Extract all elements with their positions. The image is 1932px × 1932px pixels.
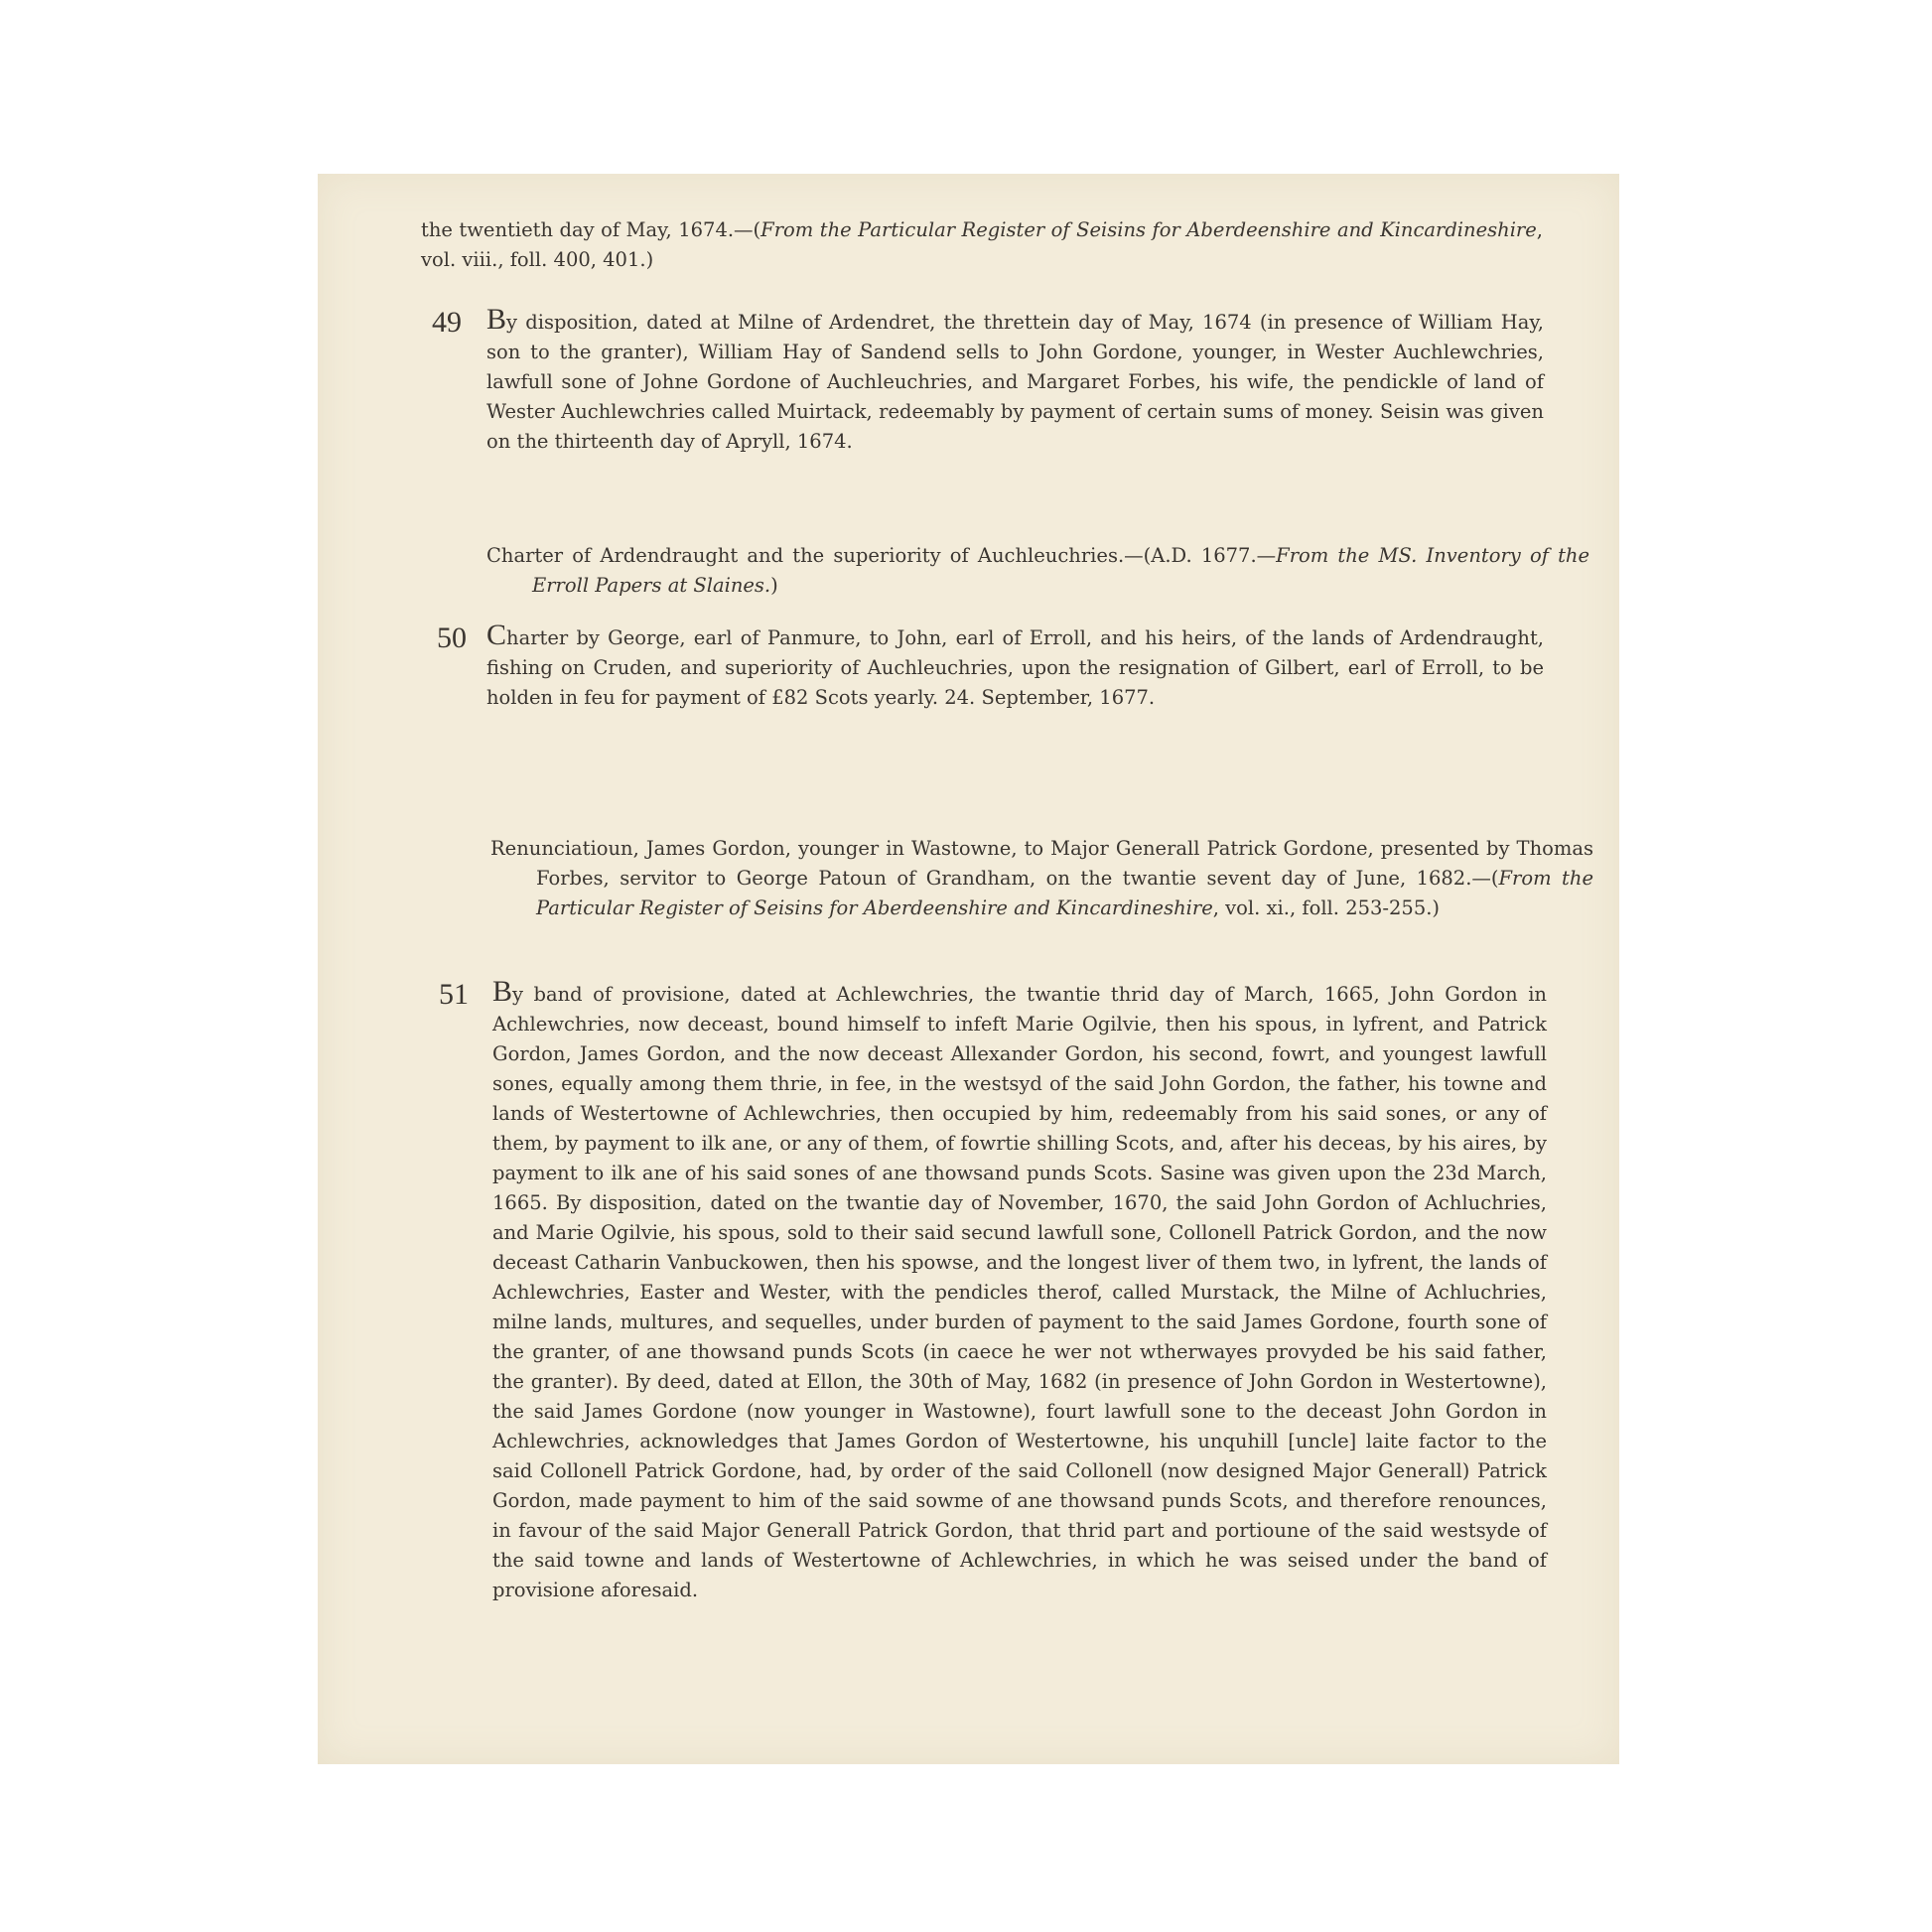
entry-50-heading <box>486 541 1589 601</box>
heading-50-close: ) <box>770 574 778 597</box>
heading-51-source-italic: From the Particular Register of Seisins for Aberdeenshire and Kincardineshire <box>536 867 1593 919</box>
heading-50-source-italic: From the MS. Inventory of the Erroll Papers at Slaines. <box>532 544 1590 597</box>
heading-51-volume: , vol. xi., foll. 253-255.) <box>1212 897 1441 919</box>
continuation-text: the twentieth day of May, 1674.—( <box>421 218 761 241</box>
entry-49-paragraph <box>486 305 1544 457</box>
entry-number-50: 50 <box>437 621 467 654</box>
continuation-source-italic: From the Particular Register of Seisins for Aberdeenshire and Kincardineshire <box>760 218 1537 241</box>
entry-50-paragraph <box>486 621 1544 713</box>
entry-51-body: y band of provisione, dated at Achlewchries, the twantie thrid day of March, 1665, John Gordon in Achlewchries, now deceast, bound himself to infeft Marie Ogilvie, then his spous, in lyfrent, and Patrick Gordon, James Gordon, and the now deceast Allexander Gordon, his second, fowrt, and youngest lawfull sones, equally among them thrie, in fee, in the westsyd of the said John Gordon, the father, his towne and lands of Westertowne of Achlewchries, then occupied by him, redeemably from his said sones, or any of them, by payment to ilk ane, or any of them, of fowrtie shilling Scots, and, after his deceas, by his aires, by payment to ilk ane of his said sones of ane thowsand punds Scots. Sasine was given upon the 23d March, 1665. By disposition, dated on the twantie day of November, 1670, the said John Gordon of Achluchries, and Marie Ogilvie, his spous, sold to their said secund lawfull sone, Collonell Patrick Gordon, and the now deceast Catharin Vanbuckowen, then his spowse, and the longest liver of them two, in lyfrent, the lands of Achlewchries, Easter and Wester, with the pendicles therof, called Murstack, the Milne of Achluchries, milne lands, multures, and sequelles, under burden of payment to the said James Gordone, fourth sone of the granter, of ane thowsand punds Scots (in caece he wer not wtherwayes provyded be his said father, the granter). By deed, dated at Ellon, the 30th of May, 1682 (in presence of John Gordon in Westertowne), the said James Gordone (now younger in Wastowne), fourt lawfull sone to the deceast John Gordon in Achlewchries, acknowledges that James Gordon of Westertowne, his unquhill [uncle] laite factor to the said Collonell Patrick Gordone, had, by order of the said Collonell (now designed Major Generall) Patrick Gordon, made payment to him of the said sowme of ane thowsand punds Scots, and therefore renounces, in favour of the said Major Generall Patrick Gordon, that thrid part and portioune of the said westsyde of the said towne and lands of Westertowne of Achlewchries, in which he was seised under the band of provisione aforesaid. <box>492 983 1547 1601</box>
entry-51-heading <box>490 834 1593 923</box>
entry-49-body: y disposition, dated at Milne of Ardendret, the threttein day of May, 1674 (in presence of William Hay, son to the granter), William Hay of Sandend sells to John Gordone, younger, in Wester Auchlewchries, lawfull sone of Johne Gordone of Auchleuchries, and Margaret Forbes, his wife, the pendickle of land of Wester Auchlewchries called Muirtack, redeemably by payment of certain sums of money. Seisin was given on the thirteenth day of Apryll, 1674. <box>486 311 1544 453</box>
continuation-paragraph <box>421 215 1543 275</box>
entry-50-body: harter by George, earl of Panmure, to John, earl of Erroll, and his heirs, of the lands of Ardendraught, fishing on Cruden, and superiority of Auchleuchries, upon the resignation of Gilbert, earl of Erroll, to be holden in feu for payment of £82 Scots yearly. 24. September, 1677. <box>486 626 1544 709</box>
continuation-volume: , vol. viii., foll. 400, 401.) <box>421 218 1543 271</box>
entry-51-dropcap: B <box>492 975 513 1008</box>
heading-50-text: Charter of Ardendraught and the superiority of Auchleuchries.—(A.D. 1677.— <box>486 544 1277 567</box>
entry-50-dropcap: C <box>486 619 507 651</box>
entry-51-paragraph <box>492 977 1547 1605</box>
entry-number-51: 51 <box>439 978 469 1011</box>
entry-number-49: 49 <box>432 306 462 339</box>
heading-51-text: Renunciatioun, James Gordon, younger in Wastowne, to Major Generall Patrick Gordone, presented by Thomas Forbes, servitor to George Patoun of Grandham, on the twantie sevent day of June, 1682.—( <box>490 837 1593 890</box>
document-page <box>318 174 1619 1764</box>
entry-49-dropcap: B <box>486 303 507 336</box>
